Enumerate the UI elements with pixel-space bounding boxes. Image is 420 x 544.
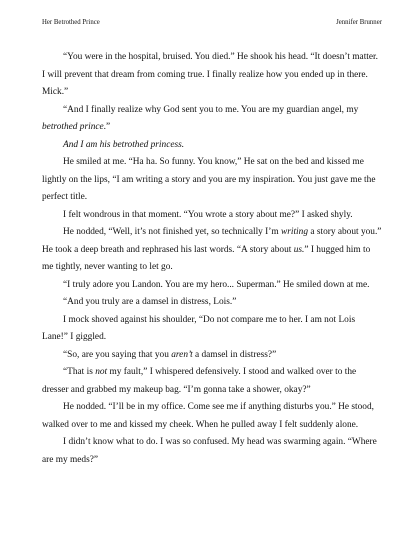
paragraph: He nodded, “Well, it’s not finished yet, so technically I’m writing a story about you.” He took a deep breath and rephrased his last words. “A story about us.” I hugged him to me tightly, never wanting to let go. [42, 227, 382, 272]
paragraph: “That is not my fault,” I whispered defensively. I stood and walked over to the dresser and grabbed my makeup bag. “I’m gonna take a shower, okay?” [42, 367, 357, 395]
paragraph: “And you truly are a damsel in distress, Lois.” [63, 297, 237, 307]
paragraph: I felt wondrous in that moment. “You wrote a story about me?” I asked shyly. [63, 209, 353, 220]
paragraph: I didn’t know what to do. I was so confused. My head was swarming again. “Where are my meds?” [42, 437, 377, 465]
paragraph: I mock shoved against his shoulder, “Do not compare me to her. I am not Lois Lane!” I giggled. [42, 314, 356, 342]
header-book-title: Her Betrothed Prince [42, 19, 100, 26]
paragraph: “So, are you saying that you aren’t a damsel in distress?” [63, 349, 277, 360]
paragraph: He smiled at me. “Ha ha. So funny. You know,” He sat on the bed and kissed me lightly on the lips, “I am writing a story and you are my inspiration. You just gave me the perfect title. [42, 157, 376, 202]
paragraph: And I am his betrothed princess. [63, 139, 185, 150]
paragraph: “You were in the hospital, bruised. You died.” He shook his head. “It doesn’t matter. I will prevent that dream from coming true. I finally realize how you ended up in there. Mick.” [42, 52, 378, 97]
body-text [42, 49, 382, 469]
paragraph: He nodded. “I’ll be in my office. Come see me if anything disturbs you.” He stood, walked over to me and kissed my cheek. When he pulled away I felt suddenly alone. [42, 402, 374, 430]
paragraph: “I truly adore you Landon. You are my hero... Superman.” He smiled down at me. [63, 279, 370, 290]
header-author: Jennifer Brunner [336, 19, 382, 26]
paragraph: “And I finally realize why God sent you to me. You are my guardian angel, my betrothed prince.” [42, 104, 359, 132]
